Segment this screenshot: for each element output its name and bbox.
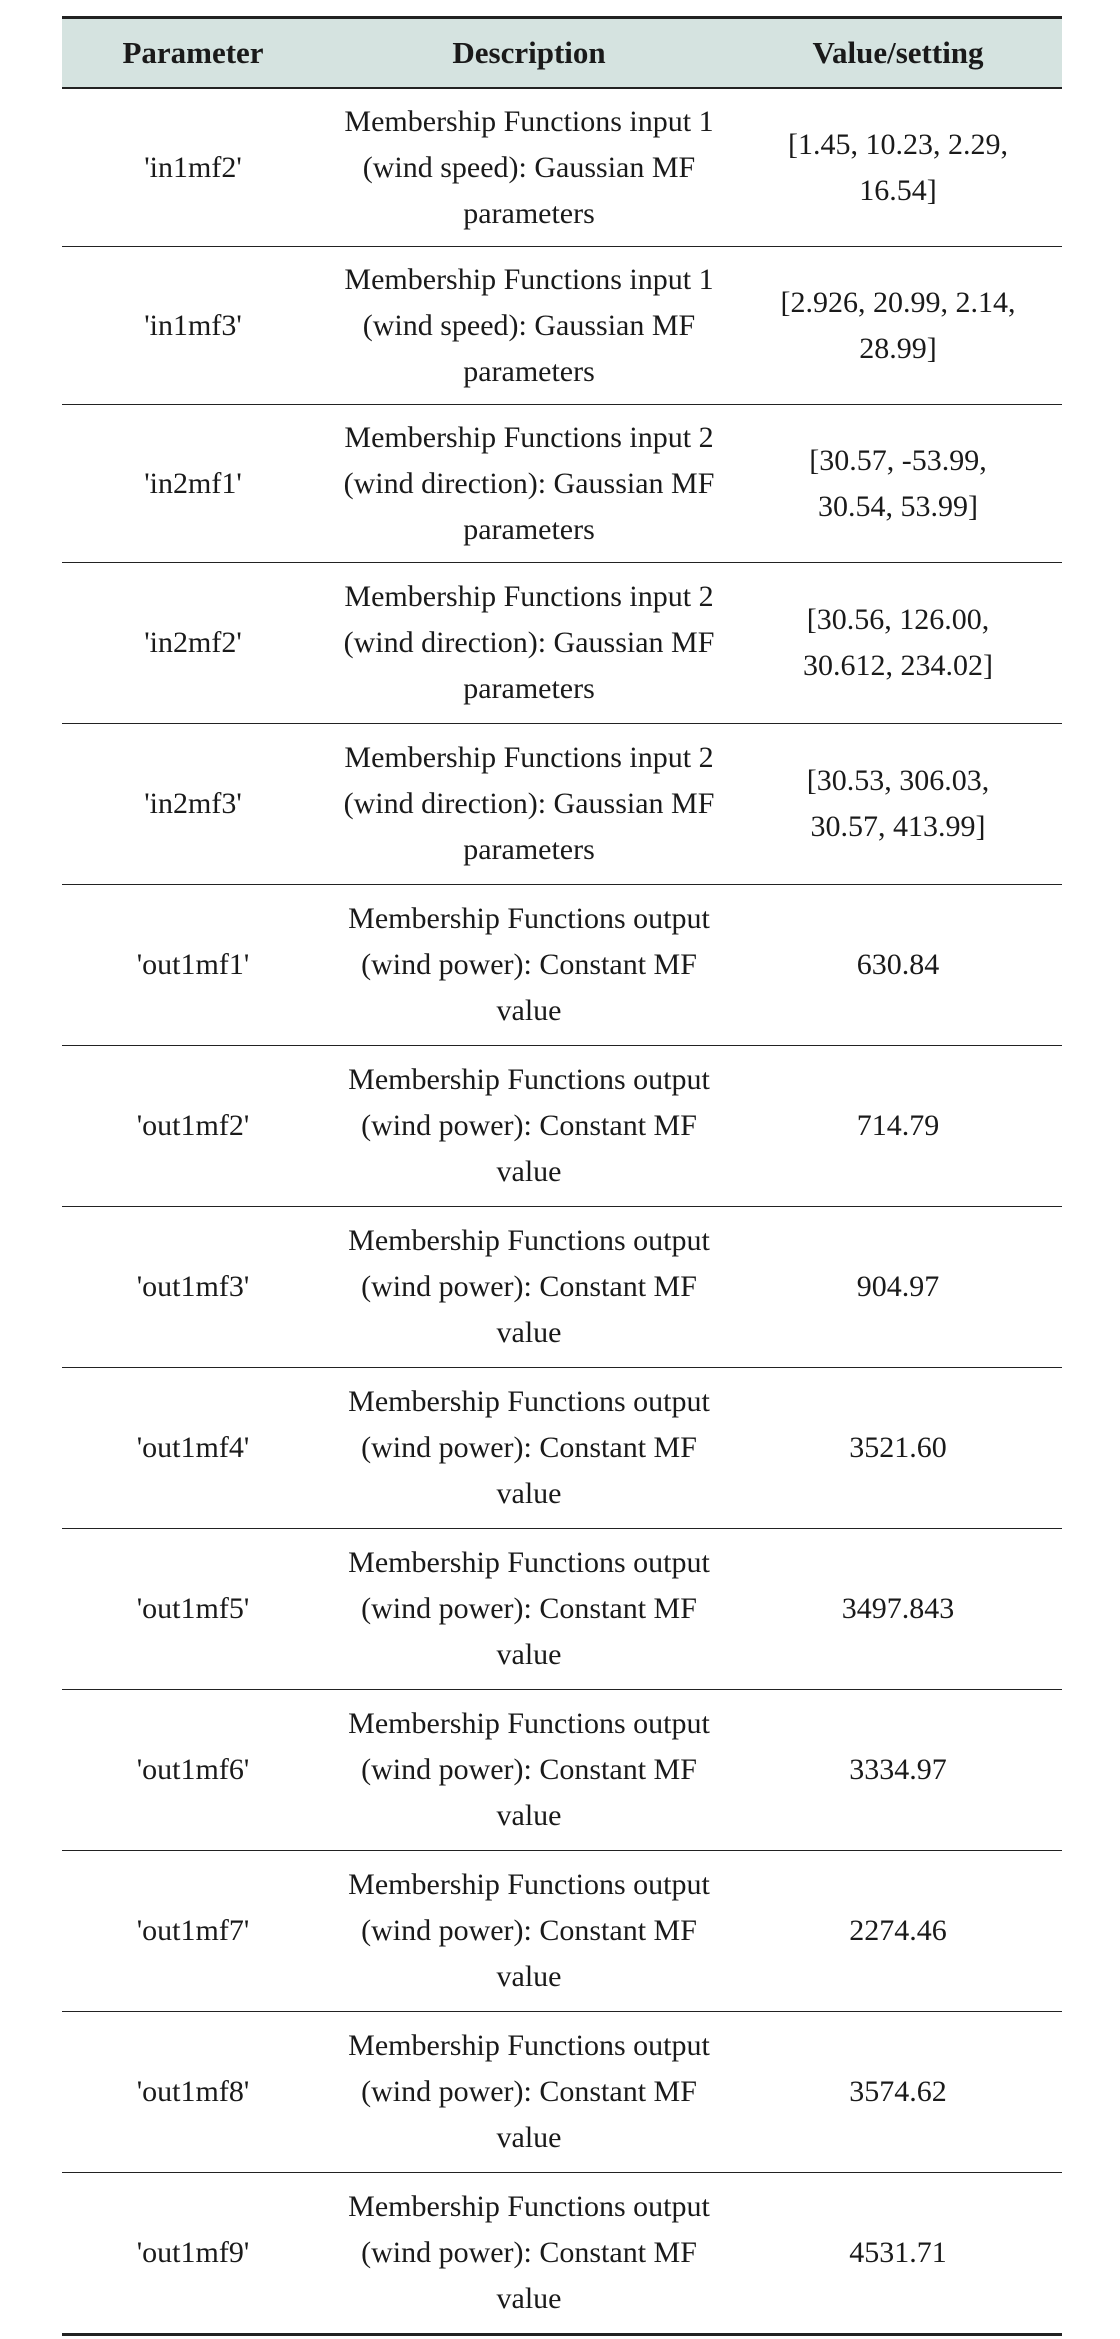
cell-parameter: 'out1mf7' <box>62 1851 324 2012</box>
cell-description <box>324 247 734 405</box>
cell-parameter: 'out1mf4' <box>62 1368 324 1529</box>
description-text: Membership Functions input 2 (wind direction): Gaussian MF parameters <box>343 741 715 866</box>
cell-value <box>734 1368 1062 1529</box>
value-text: 630.84 <box>856 948 940 981</box>
header-row <box>62 18 1062 89</box>
table-row <box>62 563 1062 724</box>
cell-description <box>324 724 734 885</box>
cell-parameter: 'in2mf2' <box>62 563 324 724</box>
header-value-setting: Value/setting <box>734 18 1062 89</box>
header-description: Description <box>324 18 734 89</box>
cell-description <box>324 1207 734 1368</box>
cell-parameter: 'in1mf3' <box>62 247 324 405</box>
description-text: Membership Functions input 2 (wind direction): Gaussian MF parameters <box>343 580 715 705</box>
description-text: Membership Functions output (wind power): Constant MF value <box>348 1707 710 1832</box>
table-row <box>62 88 1062 247</box>
value-text: [2.926, 20.99, 2.14, 28.99] <box>780 285 1016 365</box>
value-text: 714.79 <box>856 1109 940 1142</box>
cell-value <box>734 405 1062 563</box>
cell-description <box>324 2173 734 2335</box>
value-text: [30.56, 126.00, 30.612, 234.02] <box>803 603 993 682</box>
cell-description <box>324 1529 734 1690</box>
cell-value <box>734 247 1062 405</box>
cell-description <box>324 1368 734 1529</box>
cell-value <box>734 2012 1062 2173</box>
cell-description <box>324 88 734 247</box>
description-text: Membership Functions input 1 (wind speed): Gaussian MF parameters <box>344 262 714 388</box>
cell-parameter: 'out1mf6' <box>62 1690 324 1851</box>
value-text: 3521.60 <box>849 1431 947 1464</box>
description-text: Membership Functions input 2 (wind direction): Gaussian MF parameters <box>343 420 715 546</box>
cell-description <box>324 1851 734 2012</box>
description-text: Membership Functions output (wind power): Constant MF value <box>348 902 710 1027</box>
cell-description <box>324 885 734 1046</box>
cell-value <box>734 563 1062 724</box>
value-text: 4531.71 <box>849 2236 947 2269</box>
cell-parameter: 'in1mf2' <box>62 88 324 247</box>
table-row <box>62 1851 1062 2012</box>
table-row <box>62 405 1062 563</box>
cell-parameter: 'out1mf8' <box>62 2012 324 2173</box>
cell-description <box>324 563 734 724</box>
cell-value <box>734 2173 1062 2335</box>
table-row <box>62 247 1062 405</box>
cell-parameter: 'out1mf3' <box>62 1207 324 1368</box>
cell-parameter: 'out1mf2' <box>62 1046 324 1207</box>
cell-value <box>734 88 1062 247</box>
cell-description <box>324 1046 734 1207</box>
cell-parameter: 'in2mf1' <box>62 405 324 563</box>
table-body <box>62 88 1062 2335</box>
description-text: Membership Functions output (wind power): Constant MF value <box>348 1868 710 1993</box>
table-row <box>62 2173 1062 2335</box>
table-row <box>62 885 1062 1046</box>
value-text: [30.57, -53.99, 30.54, 53.99] <box>809 443 987 523</box>
cell-parameter: 'out1mf5' <box>62 1529 324 1690</box>
parameter-table <box>62 16 1062 2336</box>
value-text: 3497.843 <box>841 1592 955 1625</box>
parameter-table-container <box>62 16 1062 2336</box>
table-row <box>62 724 1062 885</box>
description-text: Membership Functions output (wind power): Constant MF value <box>348 1063 710 1188</box>
description-text: Membership Functions output (wind power): Constant MF value <box>348 2029 710 2154</box>
header-parameter: Parameter <box>62 18 324 89</box>
cell-description <box>324 1690 734 1851</box>
description-text: Membership Functions output (wind power): Constant MF value <box>348 2190 710 2315</box>
table-row <box>62 1529 1062 1690</box>
value-text: 2274.46 <box>849 1914 947 1947</box>
table-header <box>62 18 1062 89</box>
cell-value <box>734 885 1062 1046</box>
description-text: Membership Functions output (wind power): Constant MF value <box>348 1546 710 1671</box>
cell-value <box>734 1851 1062 2012</box>
value-text: 3334.97 <box>849 1753 947 1786</box>
cell-value <box>734 1690 1062 1851</box>
value-text: 904.97 <box>856 1270 940 1303</box>
table-row <box>62 2012 1062 2173</box>
cell-value <box>734 1529 1062 1690</box>
value-text: [30.53, 306.03, 30.57, 413.99] <box>806 764 990 843</box>
cell-value <box>734 1207 1062 1368</box>
description-text: Membership Functions output (wind power): Constant MF value <box>348 1224 710 1349</box>
cell-value <box>734 1046 1062 1207</box>
table-row <box>62 1690 1062 1851</box>
table-row <box>62 1368 1062 1529</box>
cell-description <box>324 2012 734 2173</box>
cell-parameter: 'out1mf1' <box>62 885 324 1046</box>
cell-value <box>734 724 1062 885</box>
cell-parameter: 'in2mf3' <box>62 724 324 885</box>
value-text: [1.45, 10.23, 2.29, 16.54] <box>788 127 1008 207</box>
cell-parameter: 'out1mf9' <box>62 2173 324 2335</box>
description-text: Membership Functions input 1 (wind speed): Gaussian MF parameters <box>344 104 714 230</box>
table-row <box>62 1046 1062 1207</box>
value-text: 3574.62 <box>849 2075 947 2108</box>
cell-description <box>324 405 734 563</box>
description-text: Membership Functions output (wind power): Constant MF value <box>348 1385 710 1510</box>
table-row <box>62 1207 1062 1368</box>
